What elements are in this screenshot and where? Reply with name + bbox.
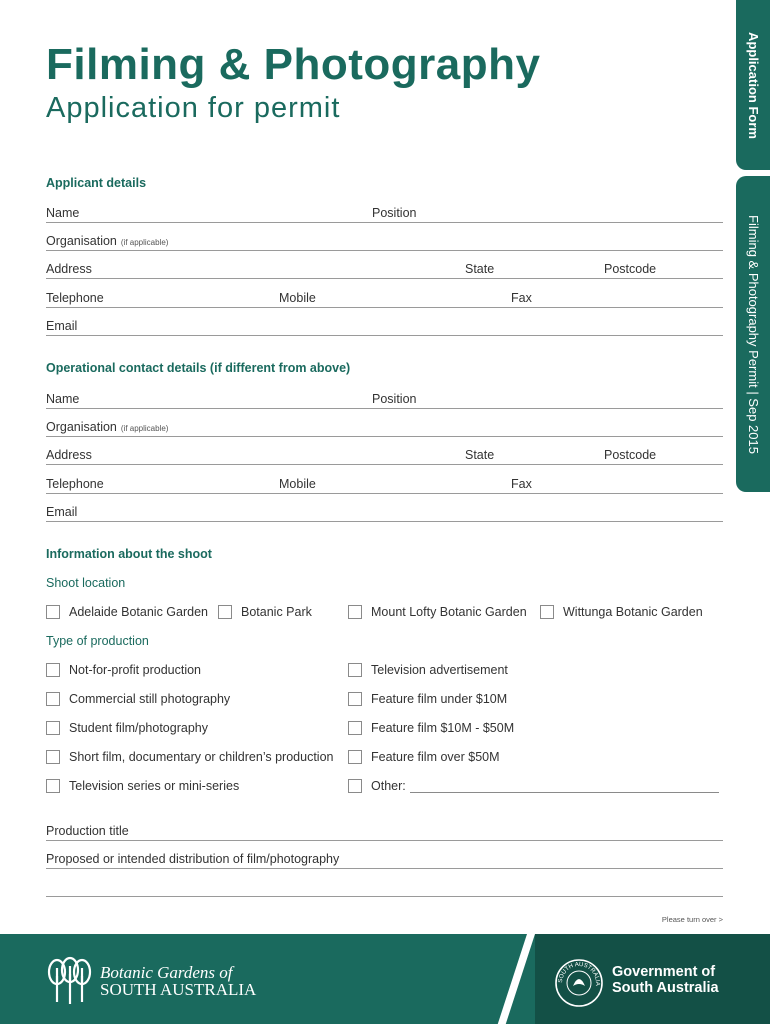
- state-label: State: [465, 262, 495, 276]
- location-option-wittunga[interactable]: Wittunga Botanic Garden: [540, 604, 703, 620]
- page-title: Filming & Photography: [46, 40, 541, 89]
- production-option[interactable]: Commercial still photography: [46, 691, 230, 707]
- production-option-other[interactable]: Other:: [348, 778, 719, 794]
- botanic-gardens-wordmark: Botanic Gardens of SOUTH AUSTRALIA: [100, 963, 257, 999]
- applicant-address-row[interactable]: [46, 258, 723, 279]
- checkbox[interactable]: [218, 605, 232, 619]
- operational-contact-heading: Operational contact details (if different from above): [46, 361, 351, 375]
- checkbox[interactable]: [348, 663, 362, 677]
- production-option[interactable]: Not-for-profit production: [46, 662, 201, 678]
- checkbox[interactable]: [348, 692, 362, 706]
- email-label: Email: [46, 505, 78, 519]
- organisation-label: Organisation (if applicable): [46, 234, 169, 248]
- location-option-botanic-park[interactable]: Botanic Park: [218, 604, 312, 620]
- distribution-label: Proposed or intended distribution of film/photography: [46, 852, 340, 866]
- footer-band: [0, 934, 770, 1024]
- production-title-row[interactable]: [46, 820, 723, 841]
- production-option[interactable]: Television advertisement: [348, 662, 508, 678]
- state-label: State: [465, 448, 495, 462]
- footer-divider: [498, 934, 535, 1024]
- address-label: Address: [46, 448, 92, 462]
- email-label: Email: [46, 319, 78, 333]
- operational-address-row[interactable]: [46, 444, 723, 465]
- production-option[interactable]: Feature film under $10M: [348, 691, 507, 707]
- checkbox[interactable]: [348, 750, 362, 764]
- postcode-label: Postcode: [604, 262, 657, 276]
- production-option[interactable]: Short film, documentary or children’s production: [46, 749, 333, 765]
- mobile-label: Mobile: [279, 477, 316, 491]
- checkbox[interactable]: [46, 779, 60, 793]
- checkbox[interactable]: [348, 721, 362, 735]
- production-option[interactable]: Television series or mini-series: [46, 778, 239, 794]
- sa-government-seal-icon: [554, 958, 604, 1008]
- production-option[interactable]: Feature film over $50M: [348, 749, 500, 765]
- checkbox[interactable]: [540, 605, 554, 619]
- checkbox[interactable]: [348, 605, 362, 619]
- telephone-label: Telephone: [46, 477, 104, 491]
- checkbox[interactable]: [46, 721, 60, 735]
- production-type-heading: Type of production: [46, 634, 149, 648]
- operational-name-row[interactable]: [46, 388, 723, 409]
- page-subtitle: Application for permit: [46, 92, 341, 124]
- name-label: Name: [46, 206, 80, 220]
- side-tab-application-form: [736, 0, 770, 170]
- checkbox[interactable]: [348, 779, 362, 793]
- distribution-extra-row[interactable]: [46, 876, 723, 897]
- position-label: Position: [372, 206, 417, 220]
- location-option-mount-lofty[interactable]: Mount Lofty Botanic Garden: [348, 604, 527, 620]
- seal-lettering: SOUTH AUSTRALIA: [557, 961, 601, 986]
- applicant-email-row[interactable]: [46, 315, 723, 336]
- applicant-details-heading: Applicant details: [46, 176, 147, 190]
- checkbox[interactable]: [46, 663, 60, 677]
- telephone-label: Telephone: [46, 291, 104, 305]
- production-title-label: Production title: [46, 824, 129, 838]
- production-option[interactable]: Feature film $10M - $50M: [348, 720, 514, 736]
- production-option[interactable]: Student film/photography: [46, 720, 208, 736]
- government-of-sa-wordmark: Government of South Australia: [612, 964, 719, 996]
- botanic-gardens-logo-icon: [46, 956, 92, 1008]
- operational-email-row[interactable]: [46, 501, 723, 522]
- position-label: Position: [372, 392, 417, 406]
- operational-organisation-row[interactable]: [46, 416, 723, 437]
- operational-phone-row[interactable]: [46, 473, 723, 494]
- organisation-label: Organisation (if applicable): [46, 420, 169, 434]
- applicant-name-row[interactable]: [46, 202, 723, 223]
- side-tab-label: Filming & Photography Permit | Sep 2015: [745, 214, 761, 454]
- shoot-info-heading: Information about the shoot: [46, 547, 212, 561]
- fax-label: Fax: [511, 291, 532, 305]
- applicant-organisation-row[interactable]: [46, 230, 723, 251]
- checkbox[interactable]: [46, 692, 60, 706]
- name-label: Name: [46, 392, 80, 406]
- other-input[interactable]: [410, 780, 719, 793]
- checkbox[interactable]: [46, 750, 60, 764]
- side-tab-label: Application Form: [745, 31, 761, 139]
- if-applicable-note: (if applicable): [120, 238, 169, 247]
- mobile-label: Mobile: [279, 291, 316, 305]
- shoot-location-heading: Shoot location: [46, 576, 126, 590]
- please-turn-over: Please turn over >: [661, 915, 723, 924]
- side-tab-permit-date: [736, 176, 770, 492]
- checkbox[interactable]: [46, 605, 60, 619]
- applicant-phone-row[interactable]: [46, 287, 723, 308]
- distribution-row[interactable]: [46, 848, 723, 869]
- if-applicable-note: (if applicable): [120, 424, 169, 433]
- location-option-adelaide[interactable]: Adelaide Botanic Garden: [46, 604, 208, 620]
- fax-label: Fax: [511, 477, 532, 491]
- postcode-label: Postcode: [604, 448, 657, 462]
- address-label: Address: [46, 262, 92, 276]
